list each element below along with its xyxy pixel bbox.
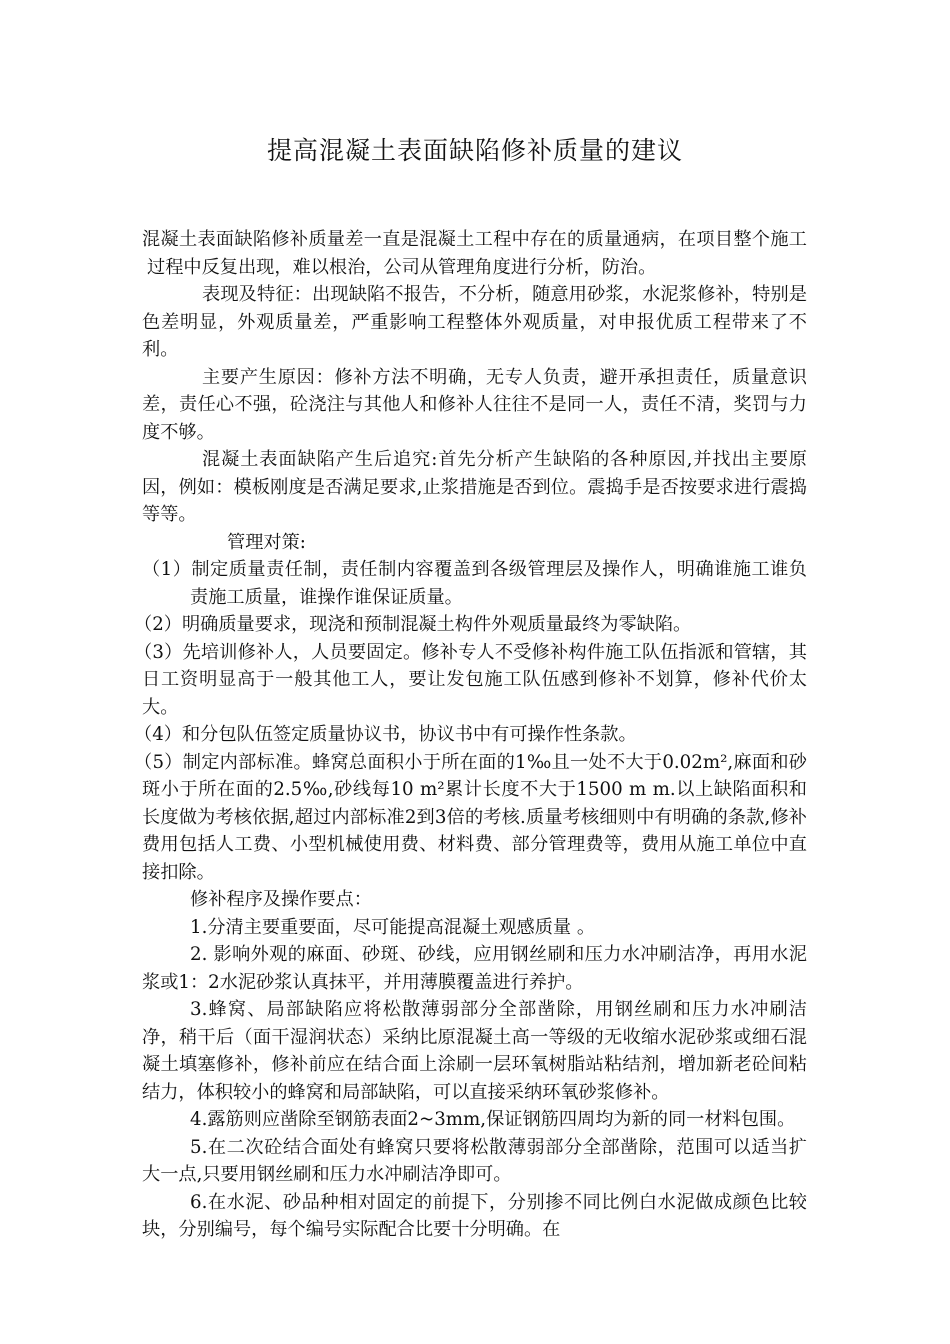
measure-item-5: （5）制定内部标准。蜂窝总面积小于所在面的1‰且一处不大于0.02m²,麻面和砂斑小于所在面的2.5‰,砂线每10 m²累计长度不大于1500 m m.以上缺陷面积和长度做为考核依据,超过内部标准2到3倍的考核.质量考核细则中有明确的条款,修补费用包括人工费、小型机械使用费、材料费、部分管理费等，费用从施工单位中直接扣除。 — [134, 751, 807, 883]
document-body — [134, 226, 807, 1244]
paragraph-causes: 主要产生原因：修补方法不明确，无专人负责，避开承担责任，质量意识差，责任心不强，砼浇注与其他人和修补人往往不是同一人，责任不清，奖罚与力度不够。 — [142, 366, 807, 443]
procedure-step-3: 3.蜂窝、局部缺陷应将松散薄弱部分全部凿除，用钢丝刷和压力水冲刷洁净，稍干后（面干湿润状态）采纳比原混凝土高一等级的无收缩水泥砂浆或细石混凝土填塞修补，修补前应在结合面上涂刷一层环氧树脂站粘结剂，增加新老砼间粘结力，体积较小的蜂窝和局部缺陷，可以直接采纳环氧砂浆修补。 — [142, 999, 807, 1103]
measure-item-3: （3）先培训修补人，人员要固定。修补专人不受修补构件施工队伍指派和管辖，其日工资明显高于一般其他工人，要让发包施工队伍感到修补不划算，修补代价太大。 — [134, 641, 807, 718]
procedure-step-4: 4.露筋则应凿除至钢筋表面2~3mm,保证钢筋四周均为新的同一材料包围。 — [190, 1109, 796, 1130]
measure-item-4: （4）和分包队伍签定质量协议书，协议书中有可操作性条款。 — [134, 724, 637, 745]
paragraph-intro: 混凝土表面缺陷修补质量差一直是混凝土工程中存在的质量通病，在项目整个施工过程中反复出现，难以根治，公司从管理角度进行分析，防治。 — [142, 229, 807, 278]
procedure-step-5: 5.在二次砼结合面处有蜂窝只要将松散薄弱部分全部凿除，范围可以适当扩大一点,只要用钢丝刷和压力水冲刷洁净即可。 — [142, 1136, 807, 1185]
paragraph-symptoms: 表现及特征：出现缺陷不报告，不分析，随意用砂浆，水泥浆修补，特别是色差明显，外观质量差，严重影响工程整体外观质量，对申报优质工程带来了不利。 — [142, 284, 807, 360]
paragraph-investigation: 混凝土表面缺陷产生后追究:首先分析产生缺陷的各种原因,并找出主要原因，例如：模板刚度是否满足要求,止浆措施是否到位。震捣手是否按要求进行震捣等等。 — [142, 449, 807, 525]
procedure-step-6: 6.在水泥、砂品种相对固定的前提下，分别掺不同比例白水泥做成颜色比较块，分别编号，每个编号实际配合比要十分明确。在 — [142, 1191, 807, 1240]
document-title: 提高混凝土表面缺陷修补质量的建议 — [266, 136, 683, 165]
measure-item-2: （2）明确质量要求，现浇和预制混凝土构件外观质量最终为零缺陷。 — [134, 614, 692, 635]
paragraph-procedure-heading: 修补程序及操作要点： — [190, 889, 372, 910]
procedure-step-2: 2. 影响外观的麻面、砂斑、砂线，应用钢丝刷和压力水冲刷洁净，再用水泥浆或1：2水泥砂浆认真抹平，并用薄膜覆盖进行养护。 — [142, 944, 807, 993]
paragraph-measures-heading: 管理对策: — [227, 531, 306, 553]
measure-item-1: （1）制定质量责任制，责任制内容覆盖到各级管理层及操作人，明确谁施工谁负责施工质量，谁操作谁保证质量。 — [142, 559, 807, 608]
procedure-step-1: 1.分清主要重要面，尽可能提高混凝土观感质量 。 — [190, 916, 596, 938]
